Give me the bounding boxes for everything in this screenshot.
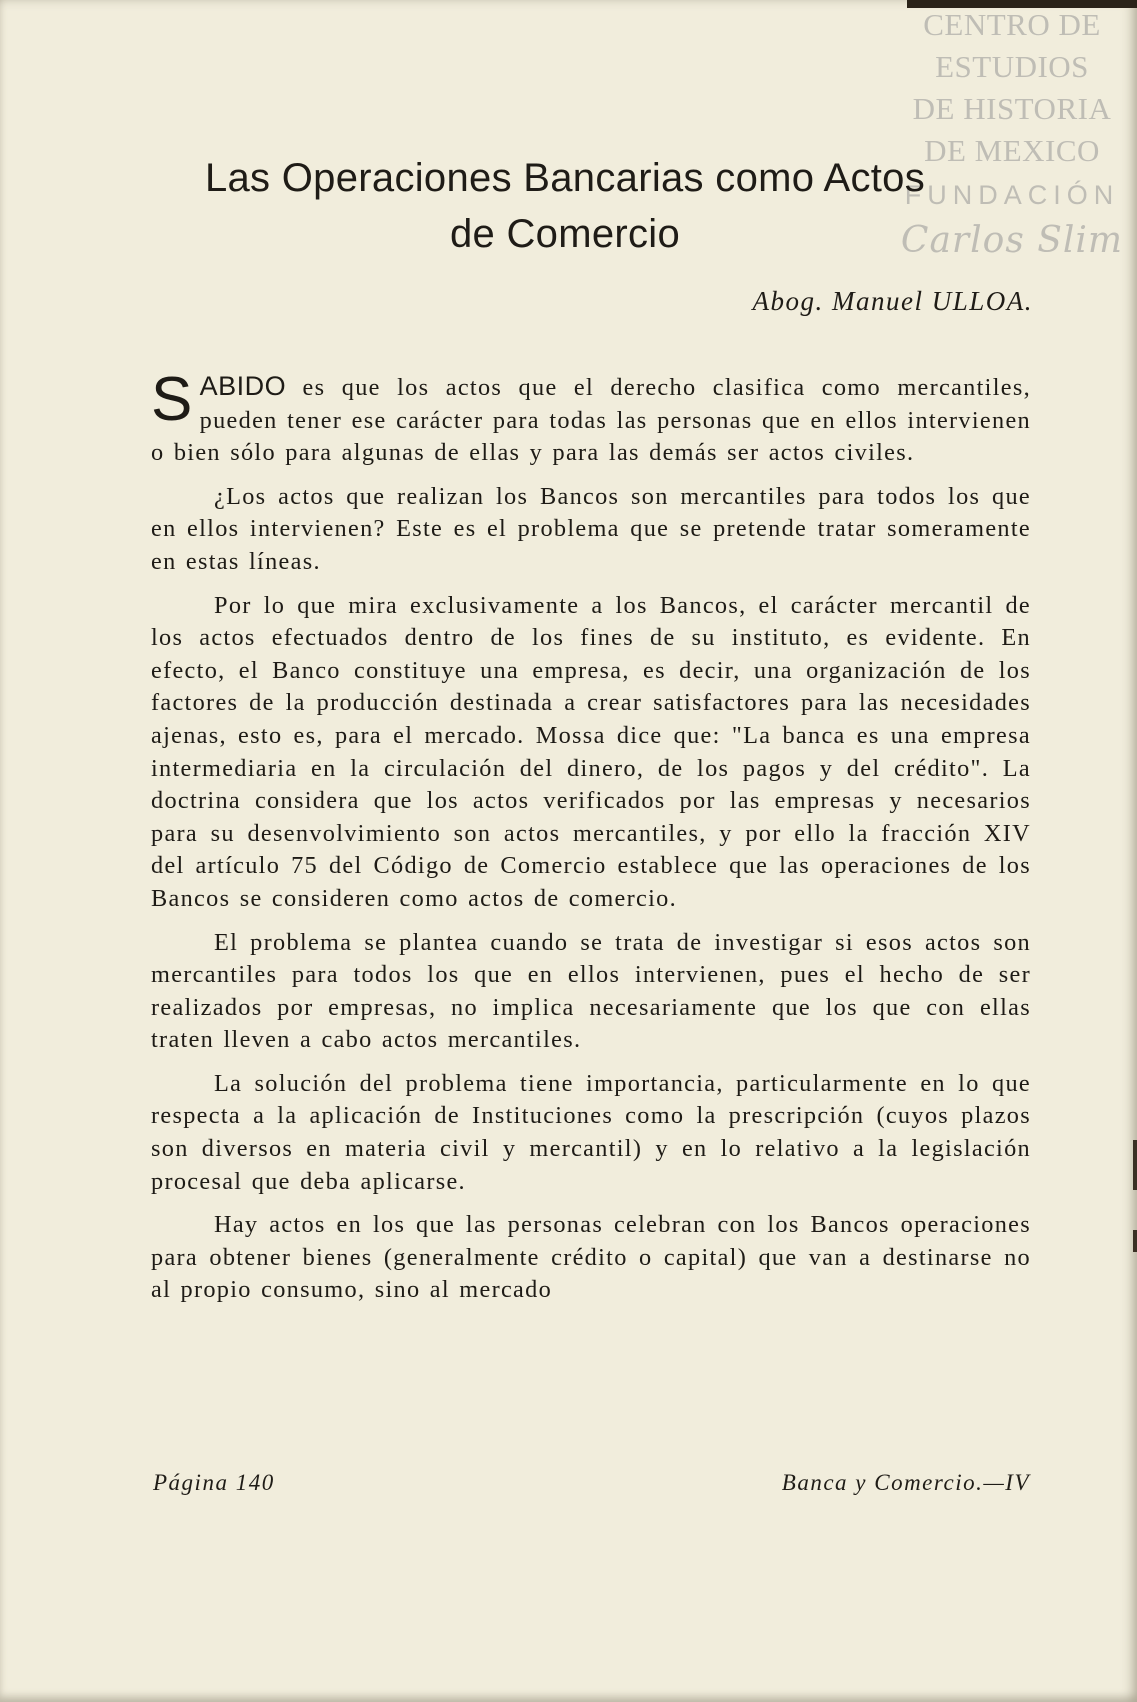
page-number: Página 140 xyxy=(153,1470,275,1495)
watermark-line: ESTUDIOS xyxy=(935,49,1089,84)
paragraph-text: es que los actos que el derecho clasifica como mercantiles, pueden tener ese carácter para todas las personas que en ellos intervienen o bien sólo para algunas de ellas y para las demás ser actos civiles. xyxy=(151,374,1031,467)
article-title xyxy=(155,150,975,262)
paragraph: La solución del problema tiene importancia, particularmente en lo que respecta a la aplicación de Instituciones como la prescripción (cuyos plazos son diversos en materia civil y mercantil) y en lo relativo a la legislación procesal que deba aplicarse. xyxy=(151,1069,1031,1195)
lead-word: ABIDO xyxy=(199,371,287,401)
binding-mark xyxy=(1133,1230,1137,1252)
paragraph xyxy=(151,365,1031,470)
journal-name: Banca y Comercio.—IV xyxy=(781,1470,1030,1495)
binding-mark xyxy=(1133,1140,1137,1190)
paragraph: ¿Los actos que realizan los Bancos son mercantiles para todos los que en ellos intervienen? Este es el problema que se pretende tratar someramente en estas líneas. xyxy=(151,482,1031,575)
watermark-line: DE HISTORIA xyxy=(912,91,1112,126)
watermark-line: CENTRO DE xyxy=(923,7,1101,42)
watermark-signature: Carlos Slim xyxy=(900,220,1124,261)
watermark-foundation: FUNDACIÓN xyxy=(904,180,1120,210)
title-line: de Comercio xyxy=(449,212,681,256)
title-line: Las Operaciones Bancarias como Actos xyxy=(204,156,926,200)
article-author: Abog. Manuel ULLOA. xyxy=(752,286,1033,316)
watermark-line: DE MEXICO xyxy=(924,133,1100,168)
paragraph: El problema se plantea cuando se trata de investigar si esos actos son mercantiles para todos los que en ellos intervienen, pues el hecho de ser realizados por empresas, no implica necesariamente que los que con ellas traten lleven a cabo actos mercantiles. xyxy=(151,928,1031,1054)
article-body xyxy=(151,365,1031,1318)
drop-cap: S xyxy=(151,365,194,434)
paragraph: Por lo que mira exclusivamente a los Bancos, el carácter mercantil de los actos efectuados dentro de los fines de su instituto, es evidente. En efecto, el Banco constituye una empresa, es decir, una organización de los factores de la producción destinada a crear satisfactores para las necesidades ajenas, esto es, para el mercado. Mossa dice que: "La banca es una empresa intermediaria en la circulación del dinero, de los pagos y del crédito". La doctrina considera que los actos verificados por las empresas y necesarios para su desenvolvimiento son actos mercantiles, y por ello la fracción XIV del artículo 75 del Código de Comercio establece que las operaciones de los Bancos se consideren como actos de comercio. xyxy=(151,591,1031,912)
paragraph: Hay actos en los que las personas celebran con los Bancos operaciones para obtener bienes (generalmente crédito o capital) que van a destinarse no al propio consumo, sino al mercado xyxy=(151,1211,1031,1304)
